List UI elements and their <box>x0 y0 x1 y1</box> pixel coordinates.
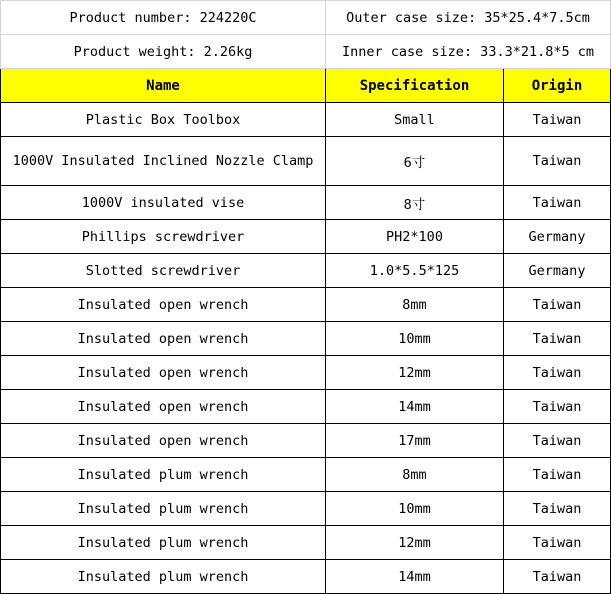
cell-specification: 1.0*5.5*125 <box>326 254 504 288</box>
cell-origin: Taiwan <box>504 390 611 424</box>
cell-origin: Taiwan <box>504 458 611 492</box>
cell-name: Insulated plum wrench <box>1 492 326 526</box>
table-row <box>1 103 611 137</box>
table-row <box>1 254 611 288</box>
product-number: Product number: 224220C <box>1 1 326 35</box>
cell-name: Insulated open wrench <box>1 390 326 424</box>
cell-specification: 12mm <box>326 356 504 390</box>
cell-origin: Germany <box>504 254 611 288</box>
cell-specification: 10mm <box>326 492 504 526</box>
cell-specification: 8mm <box>326 288 504 322</box>
table-row <box>1 356 611 390</box>
cell-name: Phillips screwdriver <box>1 220 326 254</box>
cell-specification: 12mm <box>326 526 504 560</box>
cell-origin: Germany <box>504 220 611 254</box>
cell-origin: Taiwan <box>504 288 611 322</box>
cell-name: Insulated plum wrench <box>1 458 326 492</box>
cell-name: Insulated open wrench <box>1 288 326 322</box>
table-row <box>1 186 611 220</box>
cell-name: Insulated open wrench <box>1 356 326 390</box>
cell-origin: Taiwan <box>504 137 611 186</box>
cell-origin: Taiwan <box>504 322 611 356</box>
table-row <box>1 288 611 322</box>
cell-origin: Taiwan <box>504 526 611 560</box>
table-header-row <box>1 69 611 103</box>
cell-origin: Taiwan <box>504 186 611 220</box>
cell-name: Insulated plum wrench <box>1 560 326 594</box>
table-row <box>1 390 611 424</box>
table-row <box>1 137 611 186</box>
table-row <box>1 322 611 356</box>
cell-origin: Taiwan <box>504 356 611 390</box>
info-row-1 <box>1 1 611 35</box>
cell-name: Insulated open wrench <box>1 424 326 458</box>
info-row-2 <box>1 35 611 69</box>
cell-origin: Taiwan <box>504 560 611 594</box>
cell-name: 1000V insulated vise <box>1 186 326 220</box>
inner-case-size: Inner case size: 33.3*21.8*5 cm <box>326 35 611 69</box>
cell-specification: 6寸 <box>326 137 504 186</box>
table-row <box>1 458 611 492</box>
outer-case-size: Outer case size: 35*25.4*7.5cm <box>326 1 611 35</box>
cell-name: 1000V Insulated Inclined Nozzle Clamp <box>1 137 326 186</box>
cell-origin: Taiwan <box>504 103 611 137</box>
cell-specification: 14mm <box>326 390 504 424</box>
table-row <box>1 560 611 594</box>
column-header-specification: Specification <box>326 69 504 103</box>
cell-specification: PH2*100 <box>326 220 504 254</box>
cell-origin: Taiwan <box>504 492 611 526</box>
table-row <box>1 220 611 254</box>
product-weight: Product weight: 2.26kg <box>1 35 326 69</box>
table-row <box>1 526 611 560</box>
cell-specification: 8寸 <box>326 186 504 220</box>
cell-specification: Small <box>326 103 504 137</box>
cell-name: Slotted screwdriver <box>1 254 326 288</box>
cell-name: Insulated open wrench <box>1 322 326 356</box>
table-row <box>1 424 611 458</box>
column-header-name: Name <box>1 69 326 103</box>
cell-specification: 10mm <box>326 322 504 356</box>
cell-specification: 14mm <box>326 560 504 594</box>
cell-specification: 17mm <box>326 424 504 458</box>
column-header-origin: Origin <box>504 69 611 103</box>
cell-name: Plastic Box Toolbox <box>1 103 326 137</box>
table-row <box>1 492 611 526</box>
cell-name: Insulated plum wrench <box>1 526 326 560</box>
cell-origin: Taiwan <box>504 424 611 458</box>
cell-specification: 8mm <box>326 458 504 492</box>
item-rows <box>1 103 611 594</box>
